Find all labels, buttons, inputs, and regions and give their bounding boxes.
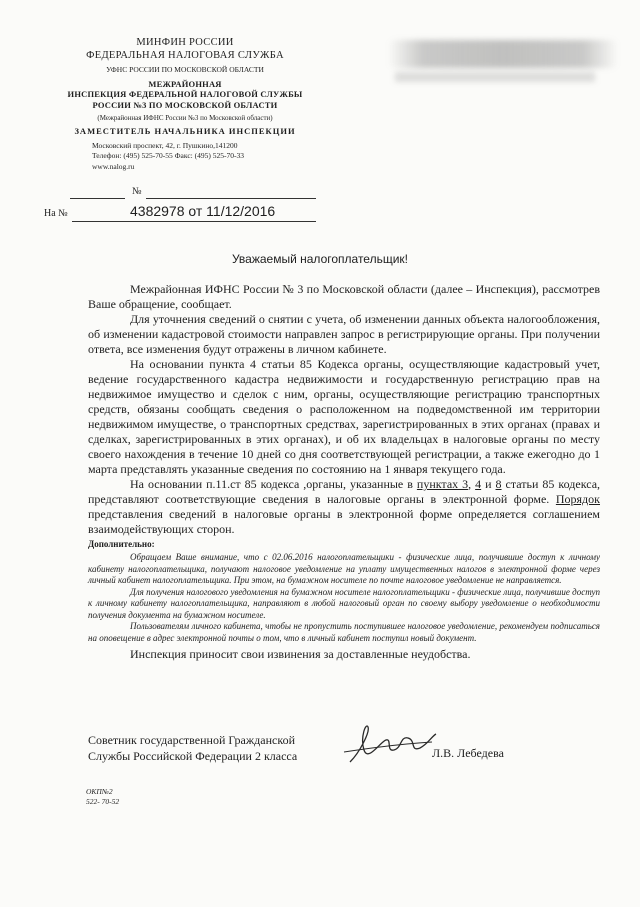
p4-text-end: представления сведений в налоговые органы в электронной форме определяется соглашением взаимодействующих сторон.: [88, 507, 600, 536]
redacted-recipient: [388, 40, 618, 68]
paragraph-intro: Межрайонная ИФНС России № 3 по Московской области (далее – Инспекция), рассмотрев Ваше обращение, сообщает.: [88, 282, 600, 311]
p4-text-mid: статьи 85 кодекса, представляют соответствующие сведения в налоговые органы в электронной форме.: [88, 477, 601, 506]
department-name: УФНС РОССИИ ПО МОСКОВСКОЙ ОБЛАСТИ: [106, 65, 264, 75]
redacted-recipient-line: [395, 72, 595, 82]
link-item-4[interactable]: 4: [475, 477, 482, 491]
note-electronic-notice: Обращаем Ваше внимание, что с 02.06.2016 налогоплательщики - физические лица, получившие доступ к личному кабинету налогоплательщика, получают налоговое уведомление на уплату имущественных налогов в электронной форме через личный кабинет налогоплательщика. При этом, на бумажном носителе по почте налоговое уведомление не направляется.: [88, 552, 600, 585]
ministry-name: МИНФИН РОССИИ: [136, 37, 234, 48]
reference-underline: [72, 221, 316, 222]
inspection-name-1: МЕЖРАЙОННАЯ: [148, 78, 222, 89]
position-title: ЗАМЕСТИТЕЛЬ НАЧАЛЬНИКА ИНСПЕКЦИИ: [74, 126, 296, 137]
date-underline: [70, 198, 125, 199]
number-sign: №: [132, 186, 142, 197]
reference-number: 4382978 от 11/12/2016: [130, 203, 276, 219]
letter-body: [88, 282, 600, 662]
signatory-name: Л.В. Лебедева: [432, 746, 504, 760]
footer-executor: [86, 787, 119, 807]
inspection-short-name: (Межрайонная ИФНС России №3 по Московской области): [97, 113, 273, 122]
link-items-3[interactable]: пунктах 3: [416, 477, 469, 491]
salutation: Уважаемый налогоплательщик!: [231, 252, 408, 266]
inspection-name-3: РОССИИ №3 ПО МОСКОВСКОЙ ОБЛАСТИ: [92, 99, 278, 110]
address-line: Московский проспект, 42, г. Пушкино,141200: [92, 140, 238, 150]
link-item-8[interactable]: 8: [495, 477, 502, 491]
handwritten-signature: [340, 722, 440, 770]
reference-label: На №: [44, 208, 68, 219]
note-paper-notice: Для получения налогового уведомления на бумажном носителе налогоплательщики - физические лица, получившие доступ к личному кабинету налогоплательщика, направляют в любой налоговый орган по своему выбору уведомление о необходимости получения документа на бумажном носителе.: [88, 586, 600, 620]
signatory-title-2: Службы Российской Федерации 2 класса: [88, 749, 298, 763]
apology-line: Инспекция приносит свои извинения за доставленные неудобства.: [130, 647, 471, 661]
website-line: www.nalog.ru: [92, 161, 135, 171]
p4-sep-2: и: [481, 477, 496, 491]
signatory-title: [88, 732, 297, 764]
inspection-name-2: ИНСПЕКЦИЯ ФЕДЕРАЛЬНОЙ НАЛОГОВОЙ СЛУЖБЫ: [67, 89, 303, 100]
note-email-subscription: Пользователям личного кабинета, чтобы не пропустить поступившее налоговое уведомление, рекомендуем подписаться на оповещение в адрес электронной почты о том, что в личный кабинет поступил новый документ.: [88, 621, 600, 643]
letterhead: [50, 36, 320, 172]
link-procedure[interactable]: Порядок: [555, 492, 600, 506]
address-block: [50, 141, 320, 173]
service-name: ФЕДЕРАЛЬНАЯ НАЛОГОВАЯ СЛУЖБА: [86, 50, 284, 62]
p4-text-start: На основании п.11.ст 85 кодекса ,органы, указанные в: [130, 477, 417, 491]
footer-phone: 522- 70-52: [86, 797, 120, 806]
paragraph-electronic: [88, 477, 600, 537]
p4-sep-1: ,: [468, 477, 476, 491]
phone-line: Телефон: (495) 525-70-55 Факс: (495) 525-70-33: [92, 151, 244, 161]
signatory-title-1: Советник государственной Гражданской: [88, 733, 295, 747]
footer-okp: ОКП№2: [86, 787, 113, 796]
paragraph-legal-basis: На основании пункта 4 статьи 85 Кодекса органы, осуществляющие кадастровый учет, ведение государственного кадастра недвижимости и государственную регистрацию прав на недвижимое имущество и сделок с ним, органы, осуществляющие регистрацию транспортных средств, обязаны сообщать сведения о расположенном на подведомственной им территории недвижимом имуществе, о транспортных средствах, зарегистрированных в этих органах (правах и сделках, зарегистрированных в этих органах), и об их владельцах в налоговые органы по месту своего нахождения в течение 10 дней со дня соответствующей регистрации, а также ежегодно до 1 марта представлять указанные сведения по состоянию на 1 января текущего года.: [88, 357, 600, 476]
paragraph-request: Для уточнения сведений о снятии с учета, об изменении данных объекта налогообложения, об изменении кадастровой стоимости направлен запрос в регистрирующие органы. При получении ответа, все изменения будут отражены в личном кабинете.: [88, 312, 600, 356]
additional-heading: Дополнительно:: [88, 539, 155, 549]
number-underline: [146, 198, 316, 199]
